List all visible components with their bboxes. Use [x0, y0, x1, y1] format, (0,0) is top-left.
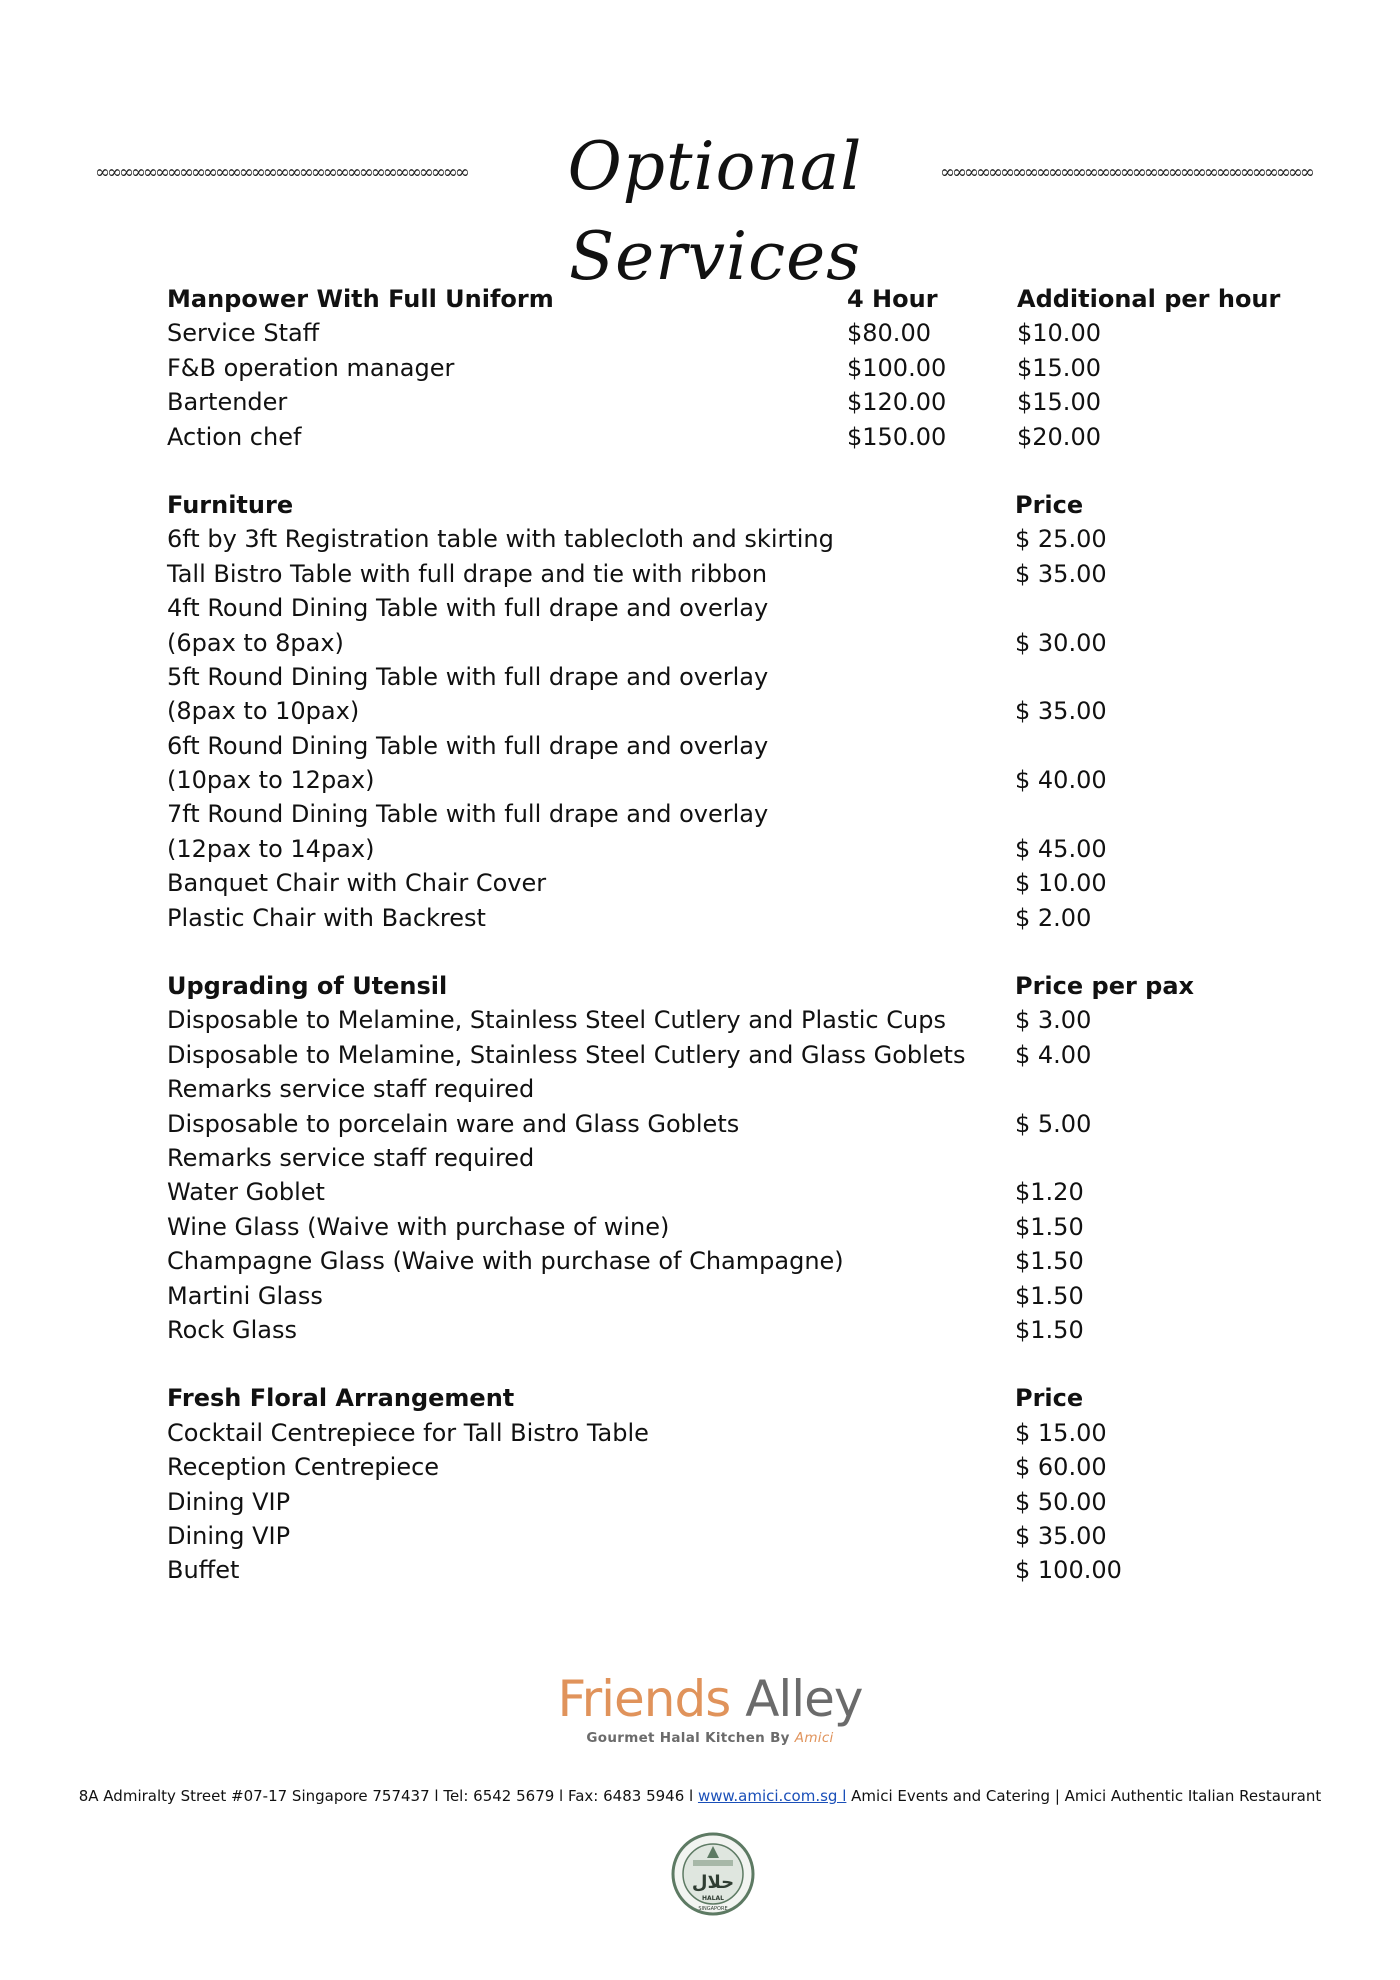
table-row: [167, 1107, 1267, 1141]
title-ornament-left: ∞∞∞∞∞∞∞∞∞∞∞∞∞∞∞∞∞∞∞∞∞∞∞∞∞∞∞∞∞∞∞: [95, 162, 467, 183]
utensil-item: Martini Glass: [167, 1281, 323, 1310]
table-row: [167, 1003, 1267, 1037]
seal-halal-text: HALAL: [702, 1895, 724, 1902]
utensil-item: Remarks service staff required: [167, 1075, 535, 1104]
table-row: [167, 763, 1267, 797]
furniture-item: 4ft Round Dining Table with full drape and overlay: [167, 594, 769, 623]
manpower-item: Action chef: [167, 422, 302, 451]
price-per-pax-column-header: Price per pax: [1015, 972, 1195, 1001]
utensil-heading: Upgrading of Utensil: [167, 972, 448, 1001]
address-text: 8A Admiralty Street #07-17 Singapore 757437 l Tel: 6542 5679 l Fax: 6483 5946 l: [78, 1787, 698, 1805]
seal-arabic-text: حلال: [691, 1872, 735, 1893]
furniture-price: $ 40.00: [1015, 766, 1107, 795]
utensil-section: [167, 969, 1267, 1347]
floral-item: Dining VIP: [167, 1487, 291, 1516]
utensil-price: $1.50: [1015, 1281, 1084, 1310]
table-row: [167, 1450, 1267, 1484]
utensil-item: Champagne Glass (Waive with purchase of Champagne): [167, 1247, 844, 1276]
furniture-price: $ 45.00: [1015, 834, 1107, 863]
utensil-price: $1.50: [1015, 1247, 1084, 1276]
table-row: [167, 901, 1267, 935]
floral-header-row: [167, 1381, 1267, 1415]
additional-hour-column-header: Additional per hour: [1017, 285, 1281, 313]
utensil-item: Wine Glass (Waive with purchase of wine): [167, 1212, 670, 1241]
table-row: [167, 1553, 1267, 1587]
furniture-item: (12pax to 14pax): [167, 834, 375, 863]
floral-item: Reception Centrepiece: [167, 1453, 440, 1482]
utensil-item: Rock Glass: [167, 1315, 297, 1344]
table-row: [167, 866, 1267, 900]
utensil-item: Disposable to porcelain ware and Glass Goblets: [167, 1109, 740, 1138]
furniture-item: (10pax to 12pax): [167, 766, 375, 795]
address-suffix: Amici Events and Catering | Amici Authentic Italian Restaurant: [846, 1787, 1322, 1805]
four-hour-price: $120.00: [847, 388, 947, 417]
price-column-header: Price: [1015, 1384, 1084, 1413]
additional-hour-price: $15.00: [1017, 353, 1101, 382]
floral-price: $ 15.00: [1015, 1418, 1107, 1447]
table-row: [167, 1210, 1267, 1244]
four-hour-price: $80.00: [847, 319, 931, 348]
furniture-price: $ 2.00: [1015, 903, 1092, 932]
furniture-item: 6ft by 3ft Registration table with tablecloth and skirting: [167, 525, 834, 554]
seal-singapore-text: SINGAPORE: [698, 1906, 728, 1912]
furniture-item: 7ft Round Dining Table with full drape and overlay: [167, 800, 769, 829]
floral-price: $ 100.00: [1015, 1556, 1122, 1585]
page-title: Optional Services: [567, 128, 863, 295]
utensil-item: Water Goblet: [167, 1178, 325, 1207]
halal-seal-icon: [671, 1832, 755, 1916]
table-row: [167, 626, 1267, 660]
utensil-price: $ 4.00: [1015, 1040, 1092, 1069]
logo-word-friends: Friends: [557, 1670, 731, 1728]
utensil-item: Disposable to Melamine, Stainless Steel Cutlery and Glass Goblets: [167, 1040, 966, 1069]
four-hour-price: $150.00: [847, 422, 947, 451]
furniture-heading: Furniture: [167, 490, 294, 519]
manpower-item: F&B operation manager: [167, 353, 455, 382]
additional-hour-price: $10.00: [1017, 319, 1101, 348]
manpower-header-row: [167, 282, 1281, 316]
price-column-header: Price: [1015, 490, 1084, 519]
floral-price: $ 60.00: [1015, 1453, 1107, 1482]
manpower-item: Bartender: [167, 388, 288, 417]
furniture-item: Tall Bistro Table with full drape and tie with ribbon: [167, 559, 768, 588]
table-row: [167, 694, 1267, 728]
utensil-price: $1.50: [1015, 1212, 1084, 1241]
utensil-header-row: [167, 969, 1267, 1003]
table-row: [167, 557, 1267, 591]
furniture-item: (8pax to 10pax): [167, 697, 360, 726]
table-row: [167, 729, 1267, 763]
four-hour-price: $100.00: [847, 353, 947, 382]
table-row: [167, 1175, 1267, 1209]
furniture-price: [1015, 797, 1265, 831]
utensil-price: $1.50: [1015, 1315, 1084, 1344]
floral-heading: Fresh Floral Arrangement: [167, 1384, 515, 1413]
table-row: [167, 591, 1267, 625]
logo-tagline-brand: Amici: [794, 1730, 834, 1746]
title-ornament-right: ∞∞∞∞∞∞∞∞∞∞∞∞∞∞∞∞∞∞∞∞∞∞∞∞∞∞∞∞∞∞∞: [940, 162, 1312, 183]
utensil-price: [1015, 1072, 1265, 1106]
floral-price: $ 35.00: [1015, 1521, 1107, 1550]
table-row: [167, 351, 1267, 385]
furniture-item: Banquet Chair with Chair Cover: [167, 869, 547, 898]
furniture-price: [1015, 729, 1265, 763]
table-row: [167, 1485, 1267, 1519]
table-row: [167, 1416, 1267, 1450]
floral-item: Buffet: [167, 1556, 240, 1585]
utensil-price: $ 3.00: [1015, 1006, 1092, 1035]
table-row: [167, 1313, 1267, 1347]
logo-tagline-text: Gourmet Halal Kitchen By: [586, 1730, 790, 1746]
furniture-price: $ 35.00: [1015, 559, 1107, 588]
furniture-price: $ 35.00: [1015, 697, 1107, 726]
manpower-heading: Manpower With Full Uniform: [167, 285, 554, 313]
furniture-price: [1015, 591, 1265, 625]
table-row: [167, 1279, 1267, 1313]
furniture-header-row: [167, 488, 1267, 522]
price-list: [167, 282, 1281, 1622]
table-row: [167, 420, 1267, 454]
manpower-section: [167, 282, 1281, 454]
four-hour-column-header: 4 Hour: [847, 285, 938, 313]
furniture-section: [167, 488, 1267, 935]
utensil-item: Disposable to Melamine, Stainless Steel Cutlery and Plastic Cups: [167, 1006, 946, 1035]
table-row: [167, 1038, 1267, 1072]
furniture-item: 5ft Round Dining Table with full drape and overlay: [167, 662, 769, 691]
title-row: [0, 122, 1400, 295]
table-row: [167, 1072, 1267, 1106]
table-row: [167, 1141, 1267, 1175]
furniture-price: $ 30.00: [1015, 628, 1107, 657]
table-row: [167, 832, 1267, 866]
floral-section: [167, 1381, 1267, 1587]
furniture-item: Plastic Chair with Backrest: [167, 903, 486, 932]
floral-price: $ 50.00: [1015, 1487, 1107, 1516]
table-row: [167, 660, 1267, 694]
manpower-item: Service Staff: [167, 319, 320, 348]
furniture-price: [1015, 660, 1265, 694]
additional-hour-price: $15.00: [1017, 388, 1101, 417]
additional-hour-price: $20.00: [1017, 422, 1101, 451]
utensil-item: Remarks service staff required: [167, 1143, 535, 1172]
table-row: [167, 1244, 1267, 1278]
table-row: [167, 385, 1267, 419]
floral-item: Cocktail Centrepiece for Tall Bistro Table: [167, 1418, 649, 1447]
utensil-price: $1.20: [1015, 1178, 1084, 1207]
table-row: [167, 522, 1267, 556]
table-row: [167, 1519, 1267, 1553]
logo-wordmark: [550, 1668, 870, 1730]
utensil-price: [1015, 1141, 1265, 1175]
furniture-price: $ 10.00: [1015, 869, 1107, 898]
floral-item: Dining VIP: [167, 1521, 291, 1550]
website-link[interactable]: www.amici.com.sg l: [697, 1787, 847, 1805]
table-row: [167, 316, 1267, 350]
friends-alley-logo: [550, 1668, 870, 1758]
utensil-price: $ 5.00: [1015, 1109, 1092, 1138]
table-row: [167, 797, 1267, 831]
furniture-price: $ 25.00: [1015, 525, 1107, 554]
logo-tagline: [550, 1730, 870, 1746]
furniture-item: (6pax to 8pax): [167, 628, 344, 657]
furniture-item: 6ft Round Dining Table with full drape and overlay: [167, 731, 769, 760]
logo-word-alley: Alley: [745, 1670, 863, 1728]
footer-address: [0, 1787, 1400, 1805]
